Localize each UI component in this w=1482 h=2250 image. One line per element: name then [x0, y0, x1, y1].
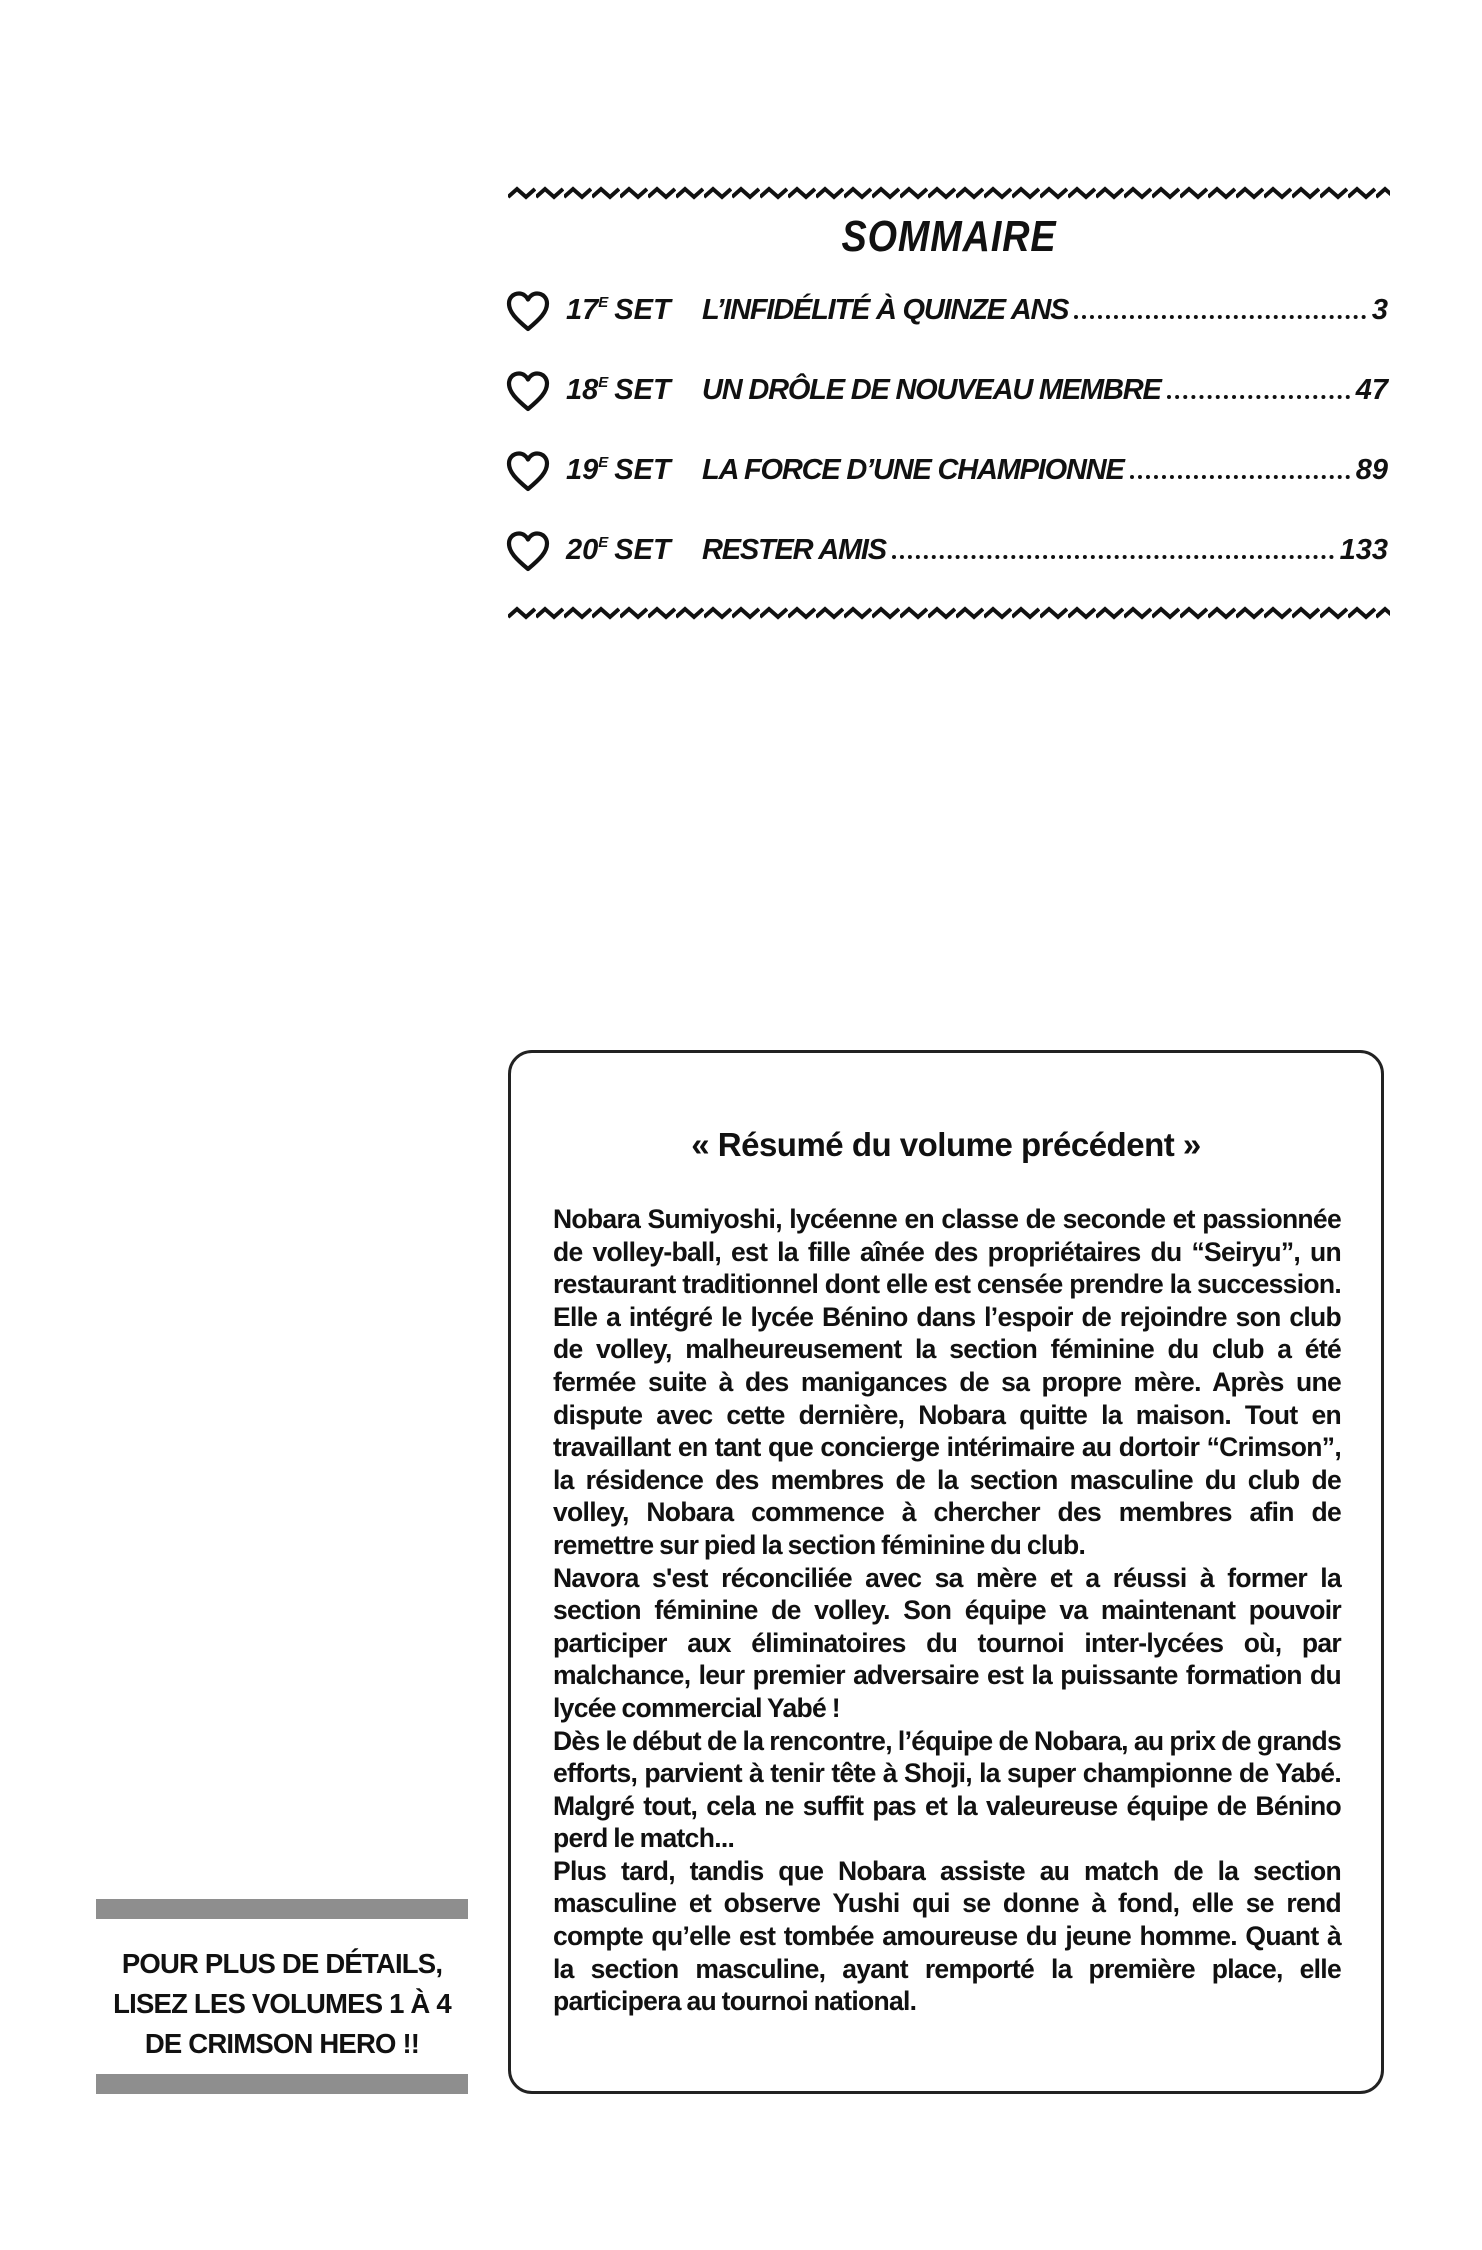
toc-page-number: 89 [1355, 454, 1388, 486]
toc-set-word: SET [614, 294, 671, 326]
toc-set-label [566, 294, 671, 327]
bottom-decorative-border [508, 606, 1390, 620]
toc-set-label [566, 374, 671, 407]
note-bottom-divider [96, 2074, 468, 2094]
summary-paragraph: Plus tard, tandis que Nobara assiste au match de la section masculine et observe Yushi qui se donne à fond, elle se rend compte qu’elle est tombée amoureuse du jeune homme. Quant à la section masculine, ayant remporté la première place, elle participera au tournoi national. [553, 1855, 1341, 2017]
toc-set-word: SET [614, 374, 671, 406]
toc-set-suffix: E [598, 374, 609, 391]
summary-text [553, 1203, 1341, 2018]
summary-box [508, 1050, 1384, 2094]
heart-icon [506, 290, 550, 332]
toc-entry [506, 446, 1388, 496]
toc-chapter-title: UN DRÔLE DE NOUVEAU MEMBRE [702, 374, 1161, 406]
toc-chapter-line [702, 454, 1388, 487]
toc-set-label [566, 454, 671, 487]
toc-chapter-title: LA FORCE D’UNE CHAMPIONNE [702, 454, 1124, 486]
toc-leader-dots [1130, 475, 1350, 479]
top-decorative-border [508, 186, 1390, 200]
summary-paragraph: Navora s'est réconciliée avec sa mère et a réussi à former la section féminine de volley. Son équipe va maintenant pouvoir participer aux éliminatoires du tournoi inter-lycées où, par malchance, leur premier adversaire est la puissante formation du lycée commercial Yabé ! [553, 1562, 1341, 1723]
toc-set-word: SET [614, 454, 671, 486]
toc-set-number: 20 [566, 534, 599, 566]
toc-set-label [566, 534, 671, 567]
toc-set-word: SET [614, 534, 671, 566]
toc-page-number: 47 [1355, 374, 1388, 406]
toc-chapter-line [702, 534, 1388, 567]
toc-set-suffix: E [598, 454, 609, 471]
toc-page-number: 3 [1371, 294, 1388, 326]
toc-title: SOMMAIRE [841, 212, 1057, 261]
toc-leader-dots [892, 555, 1334, 559]
toc-set-number: 19 [566, 454, 599, 486]
toc-chapter-line [702, 374, 1388, 407]
toc-chapter-title: L’INFIDÉLITÉ À QUINZE ANS [702, 294, 1069, 326]
toc-entry [506, 286, 1388, 336]
note-line: LISEZ LES VOLUMES 1 À 4 [113, 1988, 451, 2019]
toc-set-suffix: E [598, 294, 609, 311]
toc-entry [506, 526, 1388, 576]
toc-set-number: 17 [566, 294, 599, 326]
toc-set-number: 18 [566, 374, 599, 406]
note-top-divider [96, 1899, 468, 1919]
heart-icon [506, 370, 550, 412]
note-line: POUR PLUS DE DÉTAILS, [121, 1948, 443, 1979]
heart-icon [506, 530, 550, 572]
toc-leader-dots [1167, 395, 1350, 399]
toc-set-suffix: E [598, 534, 609, 551]
summary-paragraph: Nobara Sumiyoshi, lycéenne en classe de seconde et passionnée de volley-ball, est la fille aînée des propriétaires du “Seiryu”, un restaurant traditionnel dont elle est censée prendre la succession. Elle a intégré le lycée Bénino dans l’espoir de rejoindre son club de volley, malheureusement la section féminine du club a été fermée suite à des manigances de sa propre mère. Après une dispute avec cette dernière, Nobara quitte la maison. Tout en travaillant en tant que concierge intérimaire au dortoir “Crimson”, la résidence des membres de la section masculine du club de volley, Nobara commence à chercher des membres afin de remettre sur pied la section féminine du club. [553, 1204, 1341, 1560]
details-note [96, 1944, 468, 2064]
toc-page-number: 133 [1339, 534, 1388, 566]
summary-paragraph: Dès le début de la rencontre, l’équipe de Nobara, au prix de grands efforts, parvient à tenir tête à Shoji, la super championne de Yabé. Malgré tout, cela ne suffit pas et la valeureuse équipe de Bénino perd le match... [553, 1725, 1341, 1854]
summary-title: « Résumé du volume précédent » [691, 1126, 1201, 1163]
toc-chapter-title: RESTER AMIS [702, 534, 886, 566]
heart-icon [506, 450, 550, 492]
toc-leader-dots [1074, 315, 1366, 319]
toc-chapter-line [702, 294, 1388, 327]
toc-entry [506, 366, 1388, 416]
note-line: DE CRIMSON HERO !! [144, 2028, 420, 2059]
